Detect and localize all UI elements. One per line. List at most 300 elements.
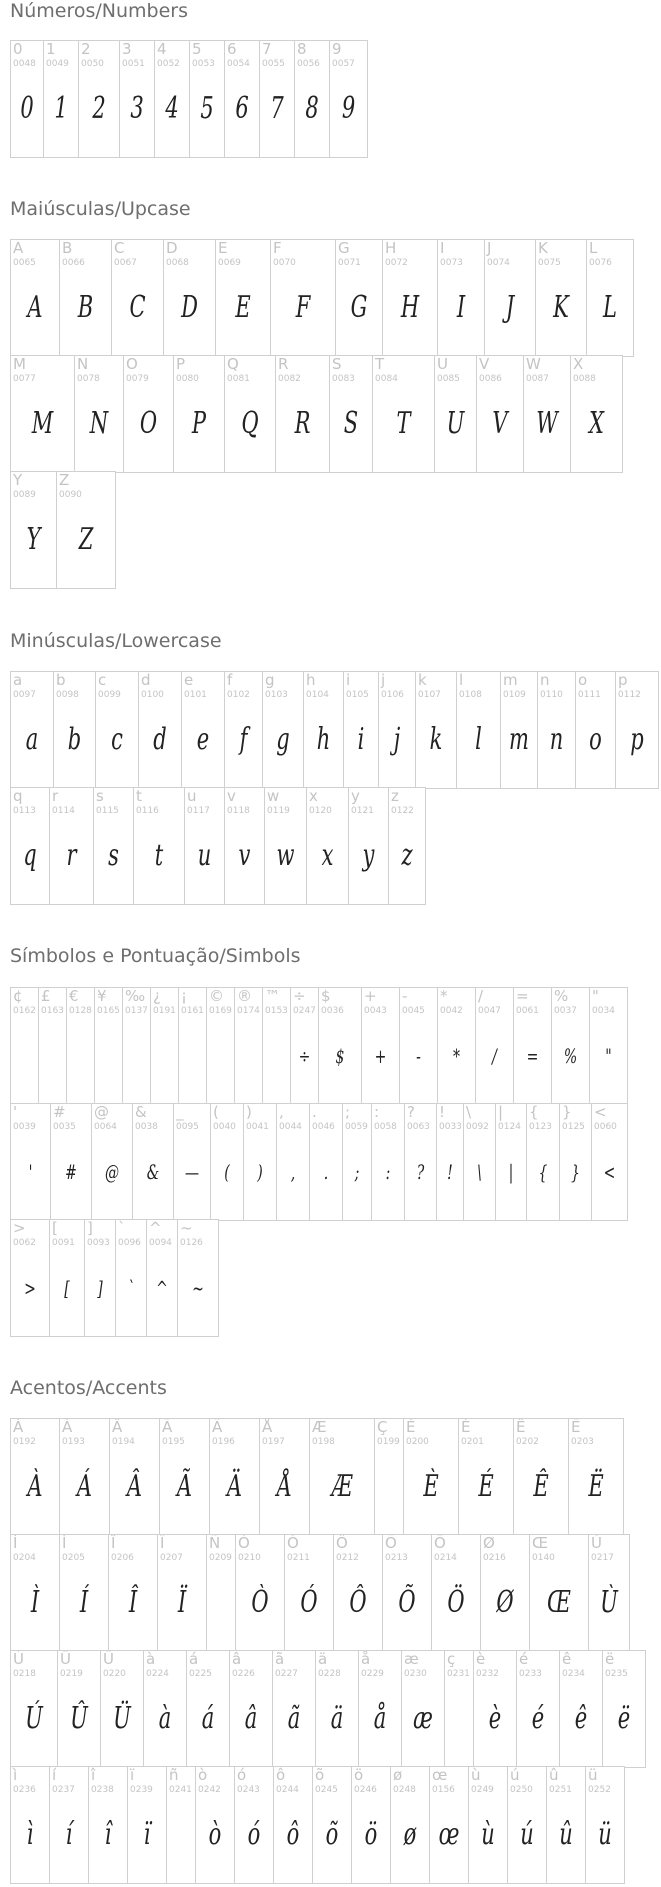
character-code: 0107	[418, 690, 441, 700]
character-code: 0198	[312, 1437, 335, 1447]
glyph-grid	[10, 40, 367, 156]
character-label: t	[136, 787, 142, 805]
glyph-sample: ;	[354, 1160, 360, 1184]
character-code: 0249	[471, 1785, 494, 1795]
glyph-sample: œ	[438, 1817, 460, 1852]
character-label: w	[267, 787, 280, 805]
character-label: /	[478, 987, 484, 1005]
character-label: î	[91, 1766, 96, 1784]
character-label: l	[459, 671, 464, 689]
character-label: Ú	[13, 1650, 24, 1668]
character-label: Æ	[312, 1418, 327, 1436]
glyph-sample: Œ	[547, 1585, 571, 1620]
glyph-sample: )	[257, 1160, 263, 1184]
character-code: 0114	[52, 806, 75, 816]
character-code: 0073	[440, 258, 463, 268]
glyph-cell	[570, 355, 623, 473]
glyph-cell	[173, 1103, 211, 1221]
character-label: U	[437, 355, 448, 373]
character-code: 0062	[13, 1238, 36, 1248]
glyph-sample: u	[197, 838, 212, 873]
glyph-cell	[234, 1766, 274, 1884]
character-code: 0211	[287, 1553, 310, 1563]
character-code: 0218	[13, 1669, 36, 1679]
character-code: 0088	[573, 374, 596, 384]
glyph-sample: Æ	[331, 1469, 353, 1504]
glyph-cell	[343, 671, 379, 789]
character-label: h	[306, 671, 316, 689]
character-code: 0252	[588, 1785, 611, 1795]
glyph-cell	[429, 1766, 469, 1884]
glyph-sample: 5	[200, 91, 214, 126]
character-label: g	[265, 671, 275, 689]
character-code: 0106	[381, 690, 404, 700]
character-code: 0238	[91, 1785, 114, 1795]
glyph-sample: K	[553, 290, 569, 325]
glyph-sample: Â	[126, 1469, 143, 1504]
glyph-cell	[78, 40, 120, 158]
character-code: 0229	[361, 1669, 384, 1679]
character-label: d	[141, 671, 151, 689]
glyph-cell	[371, 1103, 405, 1221]
character-code: 0081	[227, 374, 250, 384]
character-label: m	[503, 671, 518, 689]
glyph-cell	[374, 1418, 404, 1536]
glyph-sample: è	[488, 1701, 502, 1736]
glyph-sample: h	[316, 722, 331, 757]
glyph-cell	[10, 1534, 60, 1652]
glyph-sample: $	[335, 1044, 345, 1068]
glyph-sample: p	[630, 722, 644, 757]
character-label: ú	[510, 1766, 520, 1784]
character-label: ‰	[125, 987, 146, 1005]
glyph-sample: T	[396, 406, 411, 441]
glyph-cell	[57, 1650, 101, 1768]
character-code: 0075	[538, 258, 561, 268]
character-code: 0125	[562, 1122, 585, 1132]
glyph-cell	[456, 671, 501, 789]
glyph-cell	[276, 1103, 310, 1221]
character-label: è	[476, 1650, 486, 1668]
glyph-cell	[290, 987, 319, 1105]
character-label: 4	[157, 40, 167, 58]
character-label: .	[312, 1103, 317, 1121]
character-code: 0206	[111, 1553, 134, 1563]
character-code: 0100	[141, 690, 164, 700]
character-label: Ù	[591, 1534, 602, 1552]
glyph-sample: U	[446, 406, 465, 441]
glyph-sample: w	[276, 838, 295, 873]
character-label: 7	[262, 40, 272, 58]
glyph-sample: r	[66, 838, 77, 873]
character-label: ;	[345, 1103, 351, 1121]
character-label: Û	[60, 1650, 71, 1668]
glyph-cell	[150, 987, 179, 1105]
glyph-cell	[526, 1103, 560, 1221]
glyph-sample: e	[196, 722, 210, 757]
character-code: 0043	[364, 1006, 387, 1016]
glyph-cell	[568, 1418, 624, 1536]
glyph-cell	[434, 355, 477, 473]
glyph-cell	[273, 1766, 313, 1884]
glyph-sample: ù	[481, 1817, 495, 1852]
character-label: >	[13, 1219, 26, 1237]
character-code: 0065	[13, 258, 36, 268]
glyph-cell	[475, 987, 514, 1105]
character-code: 0219	[60, 1669, 83, 1679]
character-code: 0050	[81, 59, 104, 69]
glyph-cell	[195, 1766, 235, 1884]
glyph-cell	[399, 987, 438, 1105]
character-code: 0202	[516, 1437, 539, 1447]
glyph-cell	[575, 671, 616, 789]
character-code: 0057	[332, 59, 355, 69]
glyph-cell	[559, 1103, 592, 1221]
character-label: Ã	[162, 1418, 173, 1436]
glyph-sample: ó	[247, 1817, 261, 1852]
glyph-cell	[224, 787, 265, 905]
character-code: 0230	[404, 1669, 427, 1679]
character-label: a	[13, 671, 23, 689]
glyph-sample: ò	[208, 1817, 222, 1852]
character-label: p	[618, 671, 628, 689]
glyph-cell	[206, 987, 235, 1105]
character-code: 0200	[406, 1437, 429, 1447]
character-code: 0109	[503, 690, 526, 700]
character-code: 0076	[589, 258, 612, 268]
glyph-cell	[602, 1650, 646, 1768]
glyph-sample: S	[343, 406, 359, 441]
glyph-cell	[270, 239, 336, 357]
glyph-sample: 1	[54, 91, 68, 126]
glyph-cell	[294, 40, 330, 158]
character-label: $	[321, 987, 331, 1005]
glyph-cell	[262, 987, 291, 1105]
character-code: 0119	[267, 806, 290, 816]
glyph-cell	[264, 787, 307, 905]
glyph-cell	[49, 787, 94, 905]
character-label: ¿	[153, 987, 161, 1005]
character-code: 0162	[13, 1006, 36, 1016]
character-code: 0034	[592, 1006, 615, 1016]
glyph-cell	[38, 987, 67, 1105]
character-code: 0209	[209, 1553, 232, 1563]
character-code: 0111	[578, 690, 601, 700]
glyph-sample: ~	[192, 1276, 204, 1300]
glyph-sample: Ú	[25, 1701, 43, 1736]
character-code: 0117	[187, 806, 210, 816]
character-label: 1	[46, 40, 56, 58]
glyph-sample: ø	[403, 1817, 417, 1852]
glyph-cell	[403, 1418, 459, 1536]
character-code: 0197	[262, 1437, 285, 1447]
character-code: 0058	[374, 1122, 397, 1132]
character-code: 0214	[434, 1553, 457, 1563]
character-code: 0059	[345, 1122, 368, 1132]
glyph-sample: #	[65, 1160, 77, 1184]
character-label: à	[146, 1650, 156, 1668]
section-title: Maiúsculas/Upcase	[10, 198, 191, 220]
glyph-sample: Í	[79, 1585, 89, 1620]
character-label: 6	[227, 40, 237, 58]
character-label: ò	[198, 1766, 208, 1784]
character-code: 0061	[516, 1006, 539, 1016]
glyph-cell	[468, 1766, 508, 1884]
character-label: \	[466, 1103, 472, 1121]
character-code: 0069	[218, 258, 241, 268]
character-code: 0196	[212, 1437, 235, 1447]
character-label: e	[184, 671, 194, 689]
glyph-sample: Õ	[398, 1585, 416, 1620]
glyph-cell	[56, 471, 116, 589]
character-code: 0236	[13, 1785, 36, 1795]
character-code: 0077	[13, 374, 36, 384]
glyph-cell	[53, 671, 96, 789]
glyph-sample: É	[478, 1469, 494, 1504]
character-code: 0078	[77, 374, 100, 384]
character-code: 0095	[176, 1122, 199, 1132]
glyph-cell	[342, 1103, 372, 1221]
character-code: 0163	[41, 1006, 64, 1016]
glyph-sample: t	[154, 838, 164, 873]
character-code: 0113	[13, 806, 36, 816]
glyph-cell	[93, 787, 134, 905]
character-label: M	[13, 355, 26, 373]
glyph-cell	[119, 40, 155, 158]
glyph-sample: Ã	[176, 1469, 193, 1504]
glyph-cell	[615, 671, 659, 789]
character-code: 0228	[318, 1669, 341, 1679]
character-code: 0064	[94, 1122, 117, 1132]
character-label: A	[13, 239, 24, 257]
glyph-sample: "	[605, 1044, 612, 1068]
section-title: Números/Numbers	[10, 0, 188, 22]
glyph-cell	[84, 1219, 116, 1337]
glyph-cell	[585, 1766, 625, 1884]
glyph-sample: }	[571, 1160, 580, 1184]
glyph-cell	[184, 787, 225, 905]
glyph-sample: ]	[97, 1276, 103, 1300]
glyph-row	[10, 1219, 627, 1335]
character-label: P	[176, 355, 186, 373]
glyph-cell	[177, 1219, 219, 1337]
glyph-cell	[284, 1534, 334, 1652]
character-code: 0098	[56, 690, 79, 700]
glyph-sample: È	[423, 1469, 439, 1504]
glyph-cell	[588, 1534, 630, 1652]
glyph-sample: @	[105, 1160, 119, 1184]
glyph-sample: q	[23, 838, 37, 873]
character-label: Ø	[483, 1534, 495, 1552]
glyph-sample: B	[77, 290, 94, 325]
glyph-sample: ú	[520, 1817, 534, 1852]
character-code: 0227	[275, 1669, 298, 1679]
glyph-sample: â	[244, 1701, 258, 1736]
character-label: Ë	[571, 1418, 581, 1436]
character-label: ]	[87, 1219, 93, 1237]
glyph-row	[10, 239, 633, 355]
glyph-cell	[235, 1534, 285, 1652]
glyph-row	[10, 1534, 645, 1650]
character-code: 0047	[478, 1006, 501, 1016]
glyph-sample: 6	[235, 91, 249, 126]
glyph-cell	[309, 1418, 375, 1536]
glyph-sample: j	[393, 722, 401, 757]
character-code: 0042	[440, 1006, 463, 1016]
glyph-cell	[122, 987, 151, 1105]
glyph-cell	[10, 1219, 50, 1337]
character-code: 0245	[315, 1785, 338, 1795]
character-code: 0210	[238, 1553, 261, 1563]
glyph-sample: ì	[26, 1817, 34, 1852]
glyph-sample: `	[127, 1276, 135, 1300]
glyph-sample: +	[374, 1044, 387, 1068]
glyph-cell	[513, 1418, 569, 1536]
character-code: 0203	[571, 1437, 594, 1447]
character-code: 0207	[160, 1553, 183, 1563]
glyph-cell	[10, 355, 75, 473]
character-code: 0049	[46, 59, 69, 69]
character-label: S	[332, 355, 342, 373]
glyph-sample: m	[509, 722, 529, 757]
character-label: y	[351, 787, 360, 805]
character-code: 0128	[69, 1006, 92, 1016]
character-code: 0165	[97, 1006, 120, 1016]
glyph-cell	[473, 1650, 517, 1768]
character-code: 0199	[377, 1437, 400, 1447]
glyph-cell	[348, 787, 389, 905]
section-lowercase	[10, 630, 644, 873]
glyph-cell	[390, 1766, 430, 1884]
character-code: 0092	[466, 1122, 489, 1132]
glyph-sample: [	[64, 1276, 70, 1300]
glyph-row	[10, 671, 658, 787]
character-code: 0053	[192, 59, 215, 69]
glyph-sample: I	[456, 290, 466, 325]
character-code: 0104	[306, 690, 329, 700]
glyph-sample: Á	[76, 1469, 93, 1504]
glyph-sample: i	[357, 722, 365, 757]
glyph-cell	[507, 1766, 547, 1884]
character-code: 0040	[213, 1122, 236, 1132]
character-code: 0083	[332, 374, 355, 384]
glyph-sample: î	[104, 1817, 112, 1852]
glyph-sample: 9	[341, 91, 356, 126]
glyph-cell	[388, 787, 426, 905]
glyph-sample: |	[508, 1160, 514, 1184]
glyph-cell	[95, 671, 139, 789]
glyph-sample: ê	[574, 1701, 588, 1736]
character-code: 0122	[391, 806, 414, 816]
glyph-sample: ÷	[298, 1044, 311, 1068]
character-code: 0194	[112, 1437, 135, 1447]
glyph-sample: -	[416, 1044, 421, 1068]
glyph-cell	[210, 1103, 244, 1221]
glyph-cell	[259, 1418, 310, 1536]
glyph-cell	[206, 1534, 236, 1652]
character-label: Œ	[532, 1534, 549, 1552]
glyph-cell	[495, 1103, 527, 1221]
character-label: Ò	[238, 1534, 250, 1552]
section-numbers	[10, 0, 356, 126]
character-code: 0054	[227, 59, 250, 69]
glyph-sample: z	[401, 838, 413, 873]
character-label: z	[391, 787, 399, 805]
glyph-cell	[132, 1103, 174, 1221]
glyph-sample: l	[475, 722, 482, 757]
character-label: D	[166, 239, 178, 257]
character-label: Q	[227, 355, 239, 373]
character-label: :	[374, 1103, 380, 1121]
character-code: 0242	[198, 1785, 221, 1795]
glyph-cell	[10, 671, 54, 789]
glyph-sample: ë	[617, 1701, 631, 1736]
character-code: 0041	[246, 1122, 269, 1132]
character-label: %	[554, 987, 569, 1005]
character-code: 0118	[227, 806, 250, 816]
glyph-cell	[215, 239, 271, 357]
glyph-cell	[181, 671, 225, 789]
character-label: æ	[404, 1650, 419, 1668]
glyph-cell	[361, 987, 400, 1105]
glyph-cell	[10, 987, 39, 1105]
glyph-row	[10, 1418, 645, 1534]
character-code: 0205	[62, 1553, 85, 1563]
character-label: ,	[279, 1103, 284, 1121]
character-code: 0091	[52, 1238, 75, 1248]
glyph-cell	[431, 1534, 481, 1652]
glyph-sample: 4	[165, 91, 179, 126]
glyph-sample: 2	[92, 91, 106, 126]
glyph-cell	[382, 1534, 432, 1652]
character-label: ä	[318, 1650, 328, 1668]
character-code: 0226	[232, 1669, 255, 1679]
glyph-cell	[262, 671, 304, 789]
glyph-cell	[401, 1650, 445, 1768]
glyph-sample: õ	[325, 1817, 339, 1852]
character-label: 3	[122, 40, 132, 58]
glyph-cell	[10, 1418, 60, 1536]
character-code: 0108	[459, 690, 482, 700]
glyph-sample: *	[453, 1044, 460, 1068]
character-code: 0086	[479, 374, 502, 384]
character-label: ö	[354, 1766, 364, 1784]
glyph-sample: X	[589, 406, 604, 441]
glyph-cell	[458, 1418, 514, 1536]
glyph-cell	[272, 1650, 316, 1768]
glyph-sample: Ø	[496, 1585, 514, 1620]
section-title: Acentos/Accents	[10, 1377, 167, 1399]
glyph-sample: Ì	[30, 1585, 40, 1620]
glyph-cell	[88, 1766, 128, 1884]
character-code: 0124	[498, 1122, 521, 1132]
glyph-sample: E	[235, 290, 251, 325]
character-label: E	[218, 239, 228, 257]
character-code: 0082	[278, 374, 301, 384]
glyph-sample: v	[238, 838, 251, 873]
character-code: 0156	[432, 1785, 455, 1795]
character-label: Ü	[103, 1650, 114, 1668]
glyph-cell	[154, 40, 190, 158]
glyph-cell	[516, 1650, 560, 1768]
character-code: 0112	[618, 690, 641, 700]
glyph-sample: L	[603, 290, 617, 325]
character-label: ù	[471, 1766, 481, 1784]
character-code: 0038	[135, 1122, 158, 1132]
character-code: 0066	[62, 258, 85, 268]
glyph-cell	[551, 987, 590, 1105]
glyph-sample: (	[224, 1160, 230, 1184]
